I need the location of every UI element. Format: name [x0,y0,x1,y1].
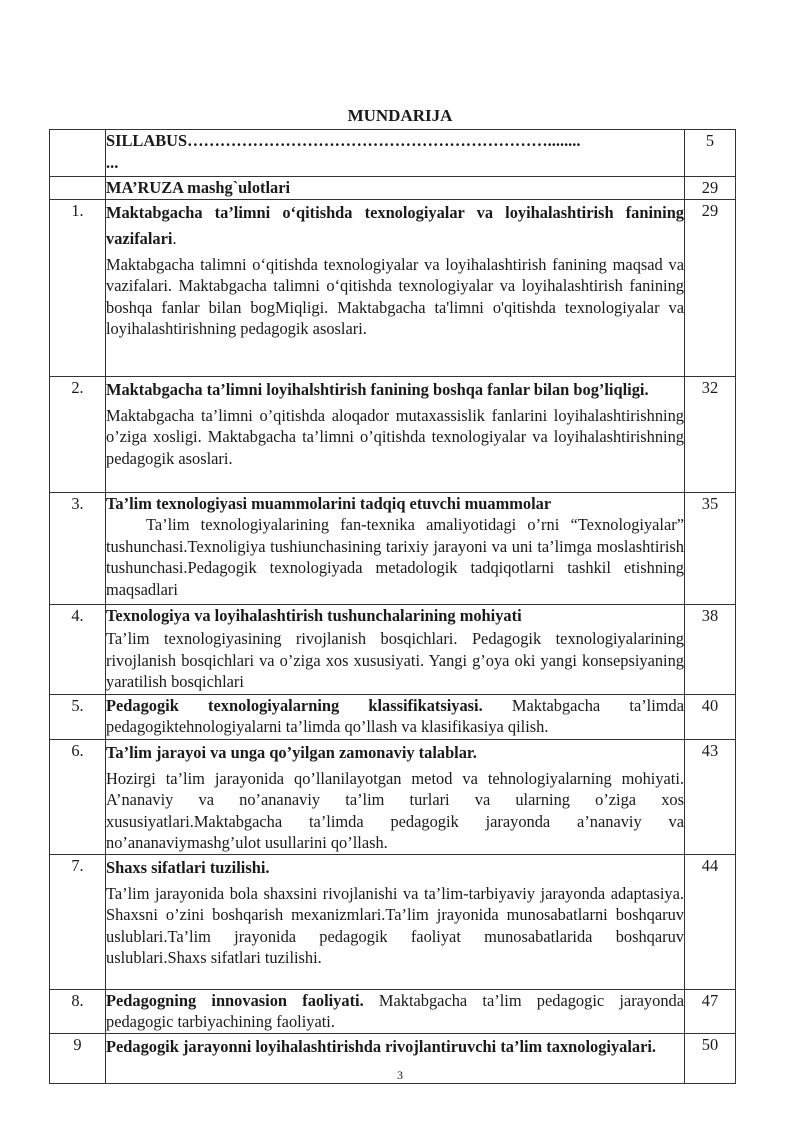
toc-entry-title-suffix: . [172,228,177,248]
toc-entry-number: 3. [50,492,106,604]
toc-body-cell [106,604,685,694]
toc-entry-title [106,855,684,881]
toc-body-cell [106,739,685,854]
toc-page-number: 40 [685,694,736,739]
toc-body-cell [106,376,685,492]
toc-entry-title-text: Ta’lim texnologiyasi muammolarini tadqiq etuvchi muammolar [106,493,552,513]
toc-body-cell [106,854,685,989]
toc-body-cell [106,694,685,739]
toc-entry-title-text: Pedagogik jarayonni loyihalashtirishda rivojlantiruvchi ta’lim taxnologiyalari. [106,1036,657,1056]
toc-body-cell [106,177,685,200]
toc-row-maruza[interactable] [50,177,736,200]
toc-body-cell [106,492,685,604]
toc-body-cell [106,130,685,177]
syllabus-label-continuation: ... [106,152,119,172]
toc-page-number: 44 [685,854,736,989]
syllabus-label: SILLABUS…………………………………………………………........ [106,131,581,150]
toc-page-number: 32 [685,376,736,492]
toc-entry-title [106,605,684,627]
toc-entry-description: Hozirgi ta’lim jarayonida qo’llanilayotgan metod va tehnologiyalarning mohiyati. A’nanaviy va no’ananaviy ta’lim turlari va ularning o’ziga xos xususiyatlari.Maktabgacha ta’limda pedagogik jarayonda a’nanaviy va no’ananaviymashg’ulot usullarini qo’llash. [106,768,684,852]
toc-entry-description: Maktabgacha talimni o‘qitishda texnologiyalar va loyihalashtirish fanining maqsad va vazifalari. Maktabgacha talimni o‘qitishda texnologiyalar va loyihalashtirish fanining boshqa fanlar bilan bogMiqligi. Maktabgacha ta'limni o'qitishda texnologiyalar va loyihalashtirishning pedagogik asoslari. [106,254,684,338]
toc-entry-number: 2. [50,376,106,492]
toc-page-number: 47 [685,989,736,1033]
toc-page-number: 29 [685,177,736,200]
toc-body-cell [106,989,685,1033]
toc-entry-title [106,695,684,738]
toc-row-3[interactable] [50,492,736,604]
toc-entry-title-text: Pedagogik texnologiyalarning klassifikatsiyasi. [106,695,483,715]
toc-row-7[interactable] [50,854,736,989]
toc-entry-title [106,740,684,766]
toc-row-1[interactable] [50,199,736,376]
toc-page-number: 50 [685,1033,736,1083]
toc-page-number: 5 [685,130,736,177]
toc-page-number: 43 [685,739,736,854]
toc-page-number: 38 [685,604,736,694]
toc-entry-title [106,377,684,403]
toc-page-number: 29 [685,199,736,376]
toc-page-number: 35 [685,492,736,604]
toc-body-cell [106,199,685,376]
toc-number-cell [50,177,106,200]
toc-entry-number: 4. [50,604,106,694]
toc-entry-title [106,200,684,252]
toc-entry-number: 1. [50,199,106,376]
toc-entry-title-text: Pedagogning innovasion faoliyati. [106,990,364,1010]
table-of-contents [49,129,736,1084]
page-number: 3 [397,1068,403,1082]
toc-entry-title [106,990,684,1033]
toc-row-4[interactable] [50,604,736,694]
toc-entry-title-text: Maktabgacha ta’limni o‘qitishda texnologiyalar va loyihalashtirish fanining vazifalari [106,202,684,248]
toc-entry-title-text: Shaxs sifatlari tuzilishi. [106,857,270,877]
toc-entry-title-text: Maktabgacha ta’limni loyihalshtirish fanining boshqa fanlar bilan bog’liqligi. [106,379,649,399]
toc-entry-title [106,1034,684,1060]
toc-entry-number: 9 [50,1033,106,1083]
toc-row-5[interactable] [50,694,736,739]
toc-row-8[interactable] [50,989,736,1033]
toc-entry-title-text: Ta’lim jarayoi va unga qo’yilgan zamonaviy talablar. [106,742,477,762]
toc-row-2[interactable] [50,376,736,492]
toc-row-syllabus[interactable] [50,130,736,177]
toc-entry-title-text: Texnologiya va loyihalashtirish tushunchalarining mohiyati [106,605,522,625]
toc-number-cell [50,130,106,177]
toc-entry-title-suffix: Maktabgacha ta’limda pedagogiktehnologiyalarni ta’limda qo’llash va klasifikasiya qilish. [106,695,684,736]
toc-entry-description: Ta’lim jarayonida bola shaxsini rivojlanishi va ta’lim-tarbiyaviy jarayonda adaptasiya. Shaxsni o’zini boshqarish mexanizmlari.Ta’lim jrayonida munosabatlarni boshqaruv uslublari.Ta’lim jrayonida pedagogik faoliyat munosabatlarida boshqaruv uslublari.Shaxs sifatlari tuzilishi. [106,883,684,967]
toc-entry-description: Ta’lim texnologiyasining rivojlanish bosqichlari. Pedagogik texnologiyalarining rivojlanish bosqichlari va o’ziga xos xususiyati. Yangi g’oya oki yangi konsepsiyaning yaratilish bosqichlari [106,629,684,691]
toc-entry-number: 5. [50,694,106,739]
toc-entry-number: 8. [50,989,106,1033]
toc-entry-number: 7. [50,854,106,989]
toc-entry-title [106,493,684,515]
toc-entry-description: Ta’lim texnologiyalarining fan-texnika amaliyotidagi o’rni “Texnologiyalar” tushunchasi.Texnoligiya tushiunchasining tarixiy jarayoni va uni ta’limga moslashtirish tushunchasi.Pedagogik texnologiyada metadologik tadqiqotlarni tashkil etishning maqsadlari [106,515,684,599]
toc-entry-number: 6. [50,739,106,854]
toc-row-6[interactable] [50,739,736,854]
maruza-label: MA’RUZA mashg`ulotlari [106,178,291,197]
page-title: MUNDARIJA [347,106,453,125]
toc-entry-title-suffix: Maktabgacha ta’lim pedagogic jarayonda pedagogic tarbiyachining faoliyati. [106,990,684,1031]
toc-entry-description: Maktabgacha ta’limni o’qitishda aloqador mutaxassislik fanlarini loyihalashtirishning o’ziga xosligi. Maktabgacha ta’limni o’qitishda texnologiyalar va loyihalashtirishning pedagogik asoslari. [106,405,684,468]
